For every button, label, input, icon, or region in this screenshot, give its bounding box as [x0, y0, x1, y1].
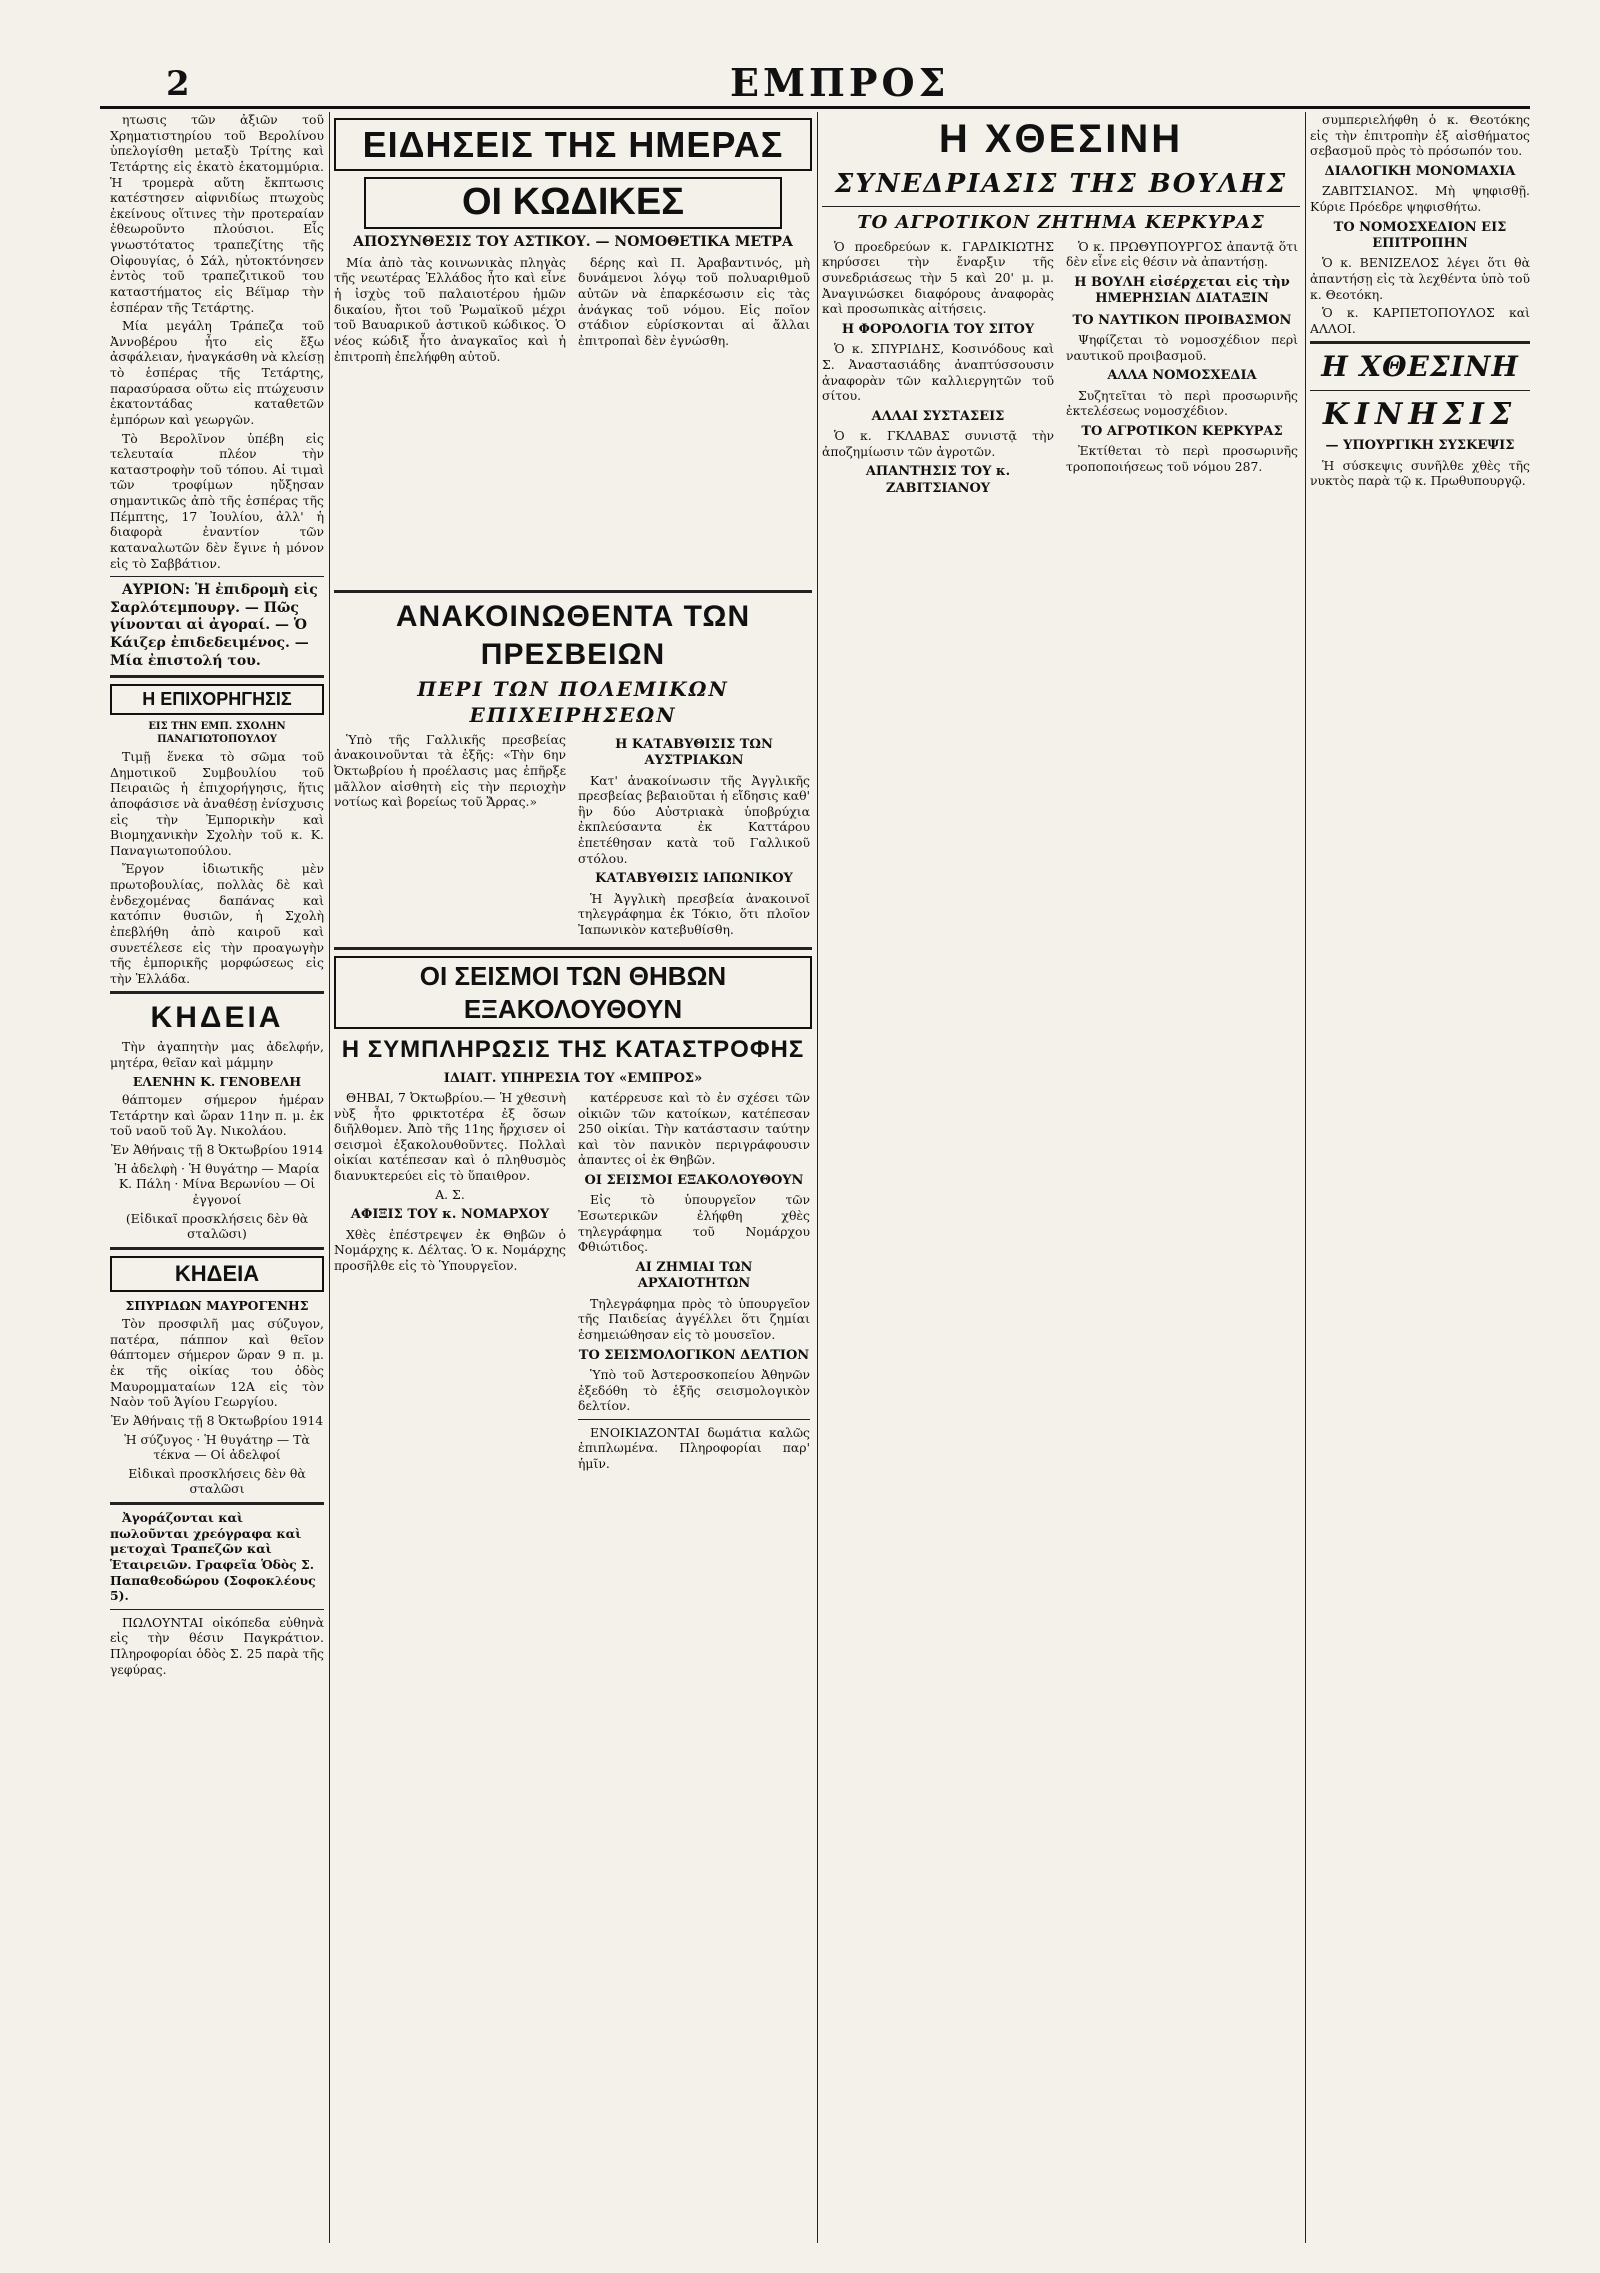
funeral-text: Τὸν προσφιλῆ μας σύζυγον, πατέρα, πάππον καὶ θεῖον θάπτομεν σήμερον ὥραν 9 π. μ. ἐκ τῆς οἰκίας του ὁδὸς Μαυρομματαίων 12Α εἰς τὸν Ναὸν τοῦ Ἁγίου Γεωργίου.	[110, 1316, 324, 1410]
subheading-agrotikon: ΤΟ ΑΓΡΟΤΙΚΟΝ ΖΗΤΗΜΑ ΚΕΡΚΥΡΑΣ	[857, 212, 1265, 234]
article-text: κατέρρευσε καὶ τὸ ἐν σχέσει τῶν οἰκιῶν τῶν κατοίκων, κατέπεσαν 250 οἰκίαι. Τὴν κατάστασιν ταύτην καὶ τὸν πανικὸν περιγράφουσιν ἀπαντες οἱ ἐκ Θηβῶν.	[578, 1089, 810, 1168]
divider	[1310, 341, 1530, 344]
presveion-article	[334, 732, 812, 942]
column-3	[822, 112, 1300, 2243]
article-column	[334, 255, 566, 585]
subheading: ΑΦΙΞΙΣ ΤΟΥ κ. ΝΟΜΑΡΧΟΥ	[350, 1207, 550, 1223]
article-text: Κατ' ἀνακοίνωσιν τῆς Ἀγγλικῆς πρεσβείας βεβαιοῦται ἡ εἴδησις καθ' ἣν δύο Αὐστριακὰ ὑποβρύχια ἐκπλεύσαντα ἐκ Καττάρου ἐπετέθησαν κατὰ τοῦ Γαλλικοῦ στόλου.	[578, 772, 810, 866]
subheading: ΔΙΑΛΟΓΙΚΗ ΜΟΝΟΜΑΧΙΑ	[1324, 163, 1516, 179]
article-column	[578, 732, 810, 942]
subheading: ΑΙ ΖΗΜΙΑΙ ΤΩΝ ΑΡΧΑΙΟΤΗΤΩΝ	[635, 1259, 753, 1292]
heading-presveion: ΑΝΑΚΟΙΝΩΘΕΝΤΑ ΤΩΝ ΠΡΕΣΒΕΙΩΝ	[395, 599, 751, 671]
article-text: δέρης καὶ Π. Ἀραβαντινός, μὴ δυνάμενοι λόγῳ τοῦ πολυαριθμοῦ αὐτῶν νὰ ἐπαρκέσωσιν εἰς τὰς ἀνάγκας τοῦ νόμου. Εἰς ποῖον στάδιον εὑρίσκονται αἱ ἄλλαι ἐπιτροπαὶ δὲν ἐγνώσθη.	[578, 254, 810, 348]
funeral-date: Ἐν Ἀθήναις τῇ 8 Ὀκτωβρίου 1914	[110, 1142, 324, 1158]
article-text: Τηλεγράφημα πρὸς τὸ ὑπουργεῖον τῆς Παιδείας ἀγγέλλει ὅτι ζημίαι ἐσημειώθησαν εἰς τὸ μουσεῖον.	[578, 1295, 810, 1342]
heading-chthesini: Η ΧΘΕΣΙΝΗ	[938, 117, 1184, 161]
article-text: Ὑπὸ τῆς Γαλλικῆς πρεσβείας ἀνακοινοῦνται τὰ ἑξῆς: «Τὴν 6ην Ὀκτωβρίου ἡ προέλασις μας ἐπῆρξε μᾶλλον αἰσθητὴ εἰς τὴν περιοχὴν νοτίως καὶ βορείως τοῦ Ἄρρας.»	[334, 731, 566, 810]
article-text: Ἡ Ἀγγλικὴ πρεσβεία ἀνακοινοῖ τηλεγράφημα ἐκ Τόκιο, ὅτι πλοῖον Ἰαπωνικὸν κατεβυθίσθη.	[578, 890, 810, 937]
subheading: Η ΦΟΡΟΛΟΓΙΑ ΤΟΥ ΣΙΤΟΥ	[841, 321, 1035, 337]
column-rule	[1305, 112, 1306, 2243]
article-text: συμπεριελήφθη ὁ κ. Θεοτόκης εἰς τὴν ἐπιτροπὴν ἐξ αἰσθήματος σεβασμοῦ πρὸς τὸ πρόσωπόν του.	[1310, 112, 1530, 159]
article-text: Μία μεγάλη Τράπεζα τοῦ Ἀννοβέρου ἦτο εἰς ἔξω ἀσφάλειαν, ἡναγκάσθη νὰ κλείσῃ τὸ ἑσπέρας τῆς Τετάρτης, παρασύρασα οὕτω εἰς πτώχευσιν ἑκατοντάδας καταθετῶν ἐμπόρων καὶ γεωργῶν.	[110, 318, 324, 427]
subheading: ΚΑΤΑΒΥΘΙΣΙΣ ΙΑΠΩΝΙΚΟΥ	[595, 871, 793, 887]
service-credit: ΙΔΙΑΙΤ. ΥΠΗΡΕΣΙΑ ΤΟΥ «ΕΜΠΡΟΣ»	[443, 1070, 703, 1086]
heading-kiniseis: ΚΙΝΗΣΙΣ	[1322, 396, 1518, 432]
article-text: Ὁ κ. ΒΕΝΙΖΕΛΟΣ λέγει ὅτι θὰ ἀπαντήσῃ εἰς τὰ λεχθέντα ὑπὸ τοῦ κ. Θεοτόκη.	[1310, 255, 1530, 302]
subheading: ΤΟ ΝΑΥΤΙΚΟΝ ΠΡΟΙΒΑΣΜΟΝ	[1072, 312, 1292, 328]
funeral-note: Εἰδικαὶ προσκλήσεις δὲν θὰ σταλῶσι	[128, 1465, 306, 1497]
column-2	[334, 112, 812, 2243]
article-text: Ἔργον ἰδιωτικῆς μὲν πρωτοβουλίας, πολλὰς δὲ καὶ ἐνδεχομένας δαπάνας καὶ κατόπιν θυσιῶν, ἡ Σχολὴ ἐπεβλήθη ἀπὸ καιροῦ καὶ συνετέλεσε εἰς τὴν προαγωγὴν τῆς ἐμπορικῆς μορφώσεως εἰς τὴν Ἑλλάδα.	[110, 861, 324, 986]
tomorrow-notice: ΑΥΡΙΟΝ: Ἡ ἐπιδρομὴ εἰς Σαρλότεμπουργ. — Πῶς γίνονται αἱ ἀγοραί. — Ὁ Κάιζερ ἐπιδεδειμένος. — Μία ἐπιστολή του.	[110, 582, 318, 669]
heading-eidiseis: ΕΙΔΗΣΕΙΣ ΤΗΣ ΗΜΕΡΑΣ	[334, 118, 812, 171]
funeral-note: (Εἰδικαῖ προσκλήσεις δὲν θὰ σταλῶσι)	[125, 1210, 309, 1242]
article-text: Τιμῇ ἕνεκα τὸ σῶμα τοῦ Δημοτικοῦ Συμβουλίου τοῦ Πειραιῶς ἡ ἐπιχορήγησις, ἥτις ἀποφάσισε νὰ ἀναθέσῃ ἐνίσχυσις εἰς τὴν Ἐμπορικὴν καὶ Βιομηχανικὴν Σχολὴν τοῦ κ. Κ. Παναγιωτοπούλου.	[110, 749, 324, 858]
heading-chthesini-2: Η ΧΘΕΣΙΝΗ	[1321, 350, 1519, 384]
heading-kodikes: ΟΙ ΚΩΔΙΚΕΣ	[364, 177, 782, 229]
divider	[110, 991, 324, 994]
deceased-name: ΣΠΥΡΙΔΩΝ ΜΑΥΡΟΓΕΝΗΣ	[125, 1297, 309, 1313]
article-column	[1066, 239, 1298, 2199]
divider	[110, 1502, 324, 1505]
subheading-seismoi: Η ΣΥΜΠΛΗΡΩΣΙΣ ΤΗΣ ΚΑΤΑΣΤΡΟΦΗΣ	[341, 1036, 805, 1064]
parliament-article	[822, 239, 1300, 2199]
subheading: ΤΟ ΝΟΜΟΣΧΕΔΙΟΝ ΕΙΣ ΕΠΙΤΡΟΠΗΝ	[1333, 219, 1507, 251]
divider	[578, 1419, 810, 1420]
article-signature: Α. Σ.	[435, 1186, 465, 1202]
family-list: Ἡ σύζυγος · Ἡ θυγάτηρ — Τὰ τέκνα — Οἱ ἀδελφοί	[124, 1431, 310, 1463]
article-text: Ἐκτίθεται τὸ περὶ προσωρινῆς τροποποιήσεως τοῦ νόμου 287.	[1066, 443, 1298, 475]
subheading: ΕΙΣ ΤΗΝ ΕΜΠ. ΣΧΟΛΗΝ ΠΑΝΑΓΙΩΤΟΠΟΥΛΟΥ	[148, 720, 286, 745]
article-column	[334, 732, 566, 942]
divider	[110, 1609, 324, 1610]
article-text: Ὑπὸ τοῦ Ἀστεροσκοπείου Ἀθηνῶν ἐξεδόθη τὸ ἑξῆς σεισμολογικὸν δελτίον.	[578, 1366, 810, 1414]
divider	[1310, 390, 1530, 391]
subheading-kodikes: ΑΠΟΣΥΝΘΕΣΙΣ ΤΟΥ ΑΣΤΙΚΟΥ. — ΝΟΜΟΘΕΤΙΚΑ ΜΕΤΡΑ	[353, 234, 793, 251]
article-text: ΖΑΒΙΤΣΙΑΝΟΣ. Μὴ ψηφισθῇ. Κύριε Πρόεδρε ψηφισθήτω.	[1310, 183, 1530, 214]
kodikes-article	[334, 255, 812, 585]
article-column	[578, 255, 810, 585]
divider	[110, 1247, 324, 1250]
article-text: Συζητεῖται τὸ περὶ προσωρινῆς ἐκτελέσεως νομοσχέδιον.	[1066, 387, 1298, 419]
column-4	[1310, 112, 1530, 2243]
column-1	[110, 112, 324, 2243]
column-rule	[329, 112, 330, 2243]
divider	[110, 675, 324, 678]
deceased-name: ΕΛΕΝΗΝ Κ. ΓΕΝΟΒΕΛΗ	[132, 1073, 302, 1089]
page-number: 2	[166, 64, 190, 104]
divider	[334, 590, 812, 593]
subheading-presveion: ΠΕΡΙ ΤΩΝ ΠΟΛΕΜΙΚΩΝ ΕΠΙΧΕΙΡΗΣΕΩΝ	[417, 677, 729, 727]
divider	[822, 206, 1300, 207]
article-text: Ὁ κ. ΣΠΥΡΙΔΗΣ, Κοσινόδους καὶ Σ. Ἀναστασιάδης ἀναπτύσσουσιν ἀναφορὰν τῶν καλλιεργητῶν τοῦ σίτου.	[822, 341, 1054, 404]
article-column	[578, 1090, 810, 2190]
subheading: — ΥΠΟΥΡΓΙΚΗ ΣΥΣΚΕΨΙΣ	[1325, 438, 1515, 454]
classified-ad: Ἀγοράζονται καὶ πωλοῦνται χρεόγραφα καὶ μετοχαὶ Τραπεζῶν καὶ Ἑταιρειῶν. Γραφεῖα Ὁδὸς Σ. Παπαθεοδώρου (Σοφοκλέους 5).	[110, 1510, 316, 1604]
heading-seismoi: ΟΙ ΣΕΙΣΜΟΙ ΤΩΝ ΘΗΒΩΝ ΕΞΑΚΟΛΟΥΘΟΥΝ	[334, 956, 812, 1030]
article-text: Μία ἀπὸ τὰς κοινωνικὰς πληγὰς τῆς νεωτέρας Ἑλλάδος ἦτο καὶ εἶνε ἡ ἰσχὺς τοῦ παλαιοτέρου ἡμῶν δικαίου, ἤτοι τοῦ Ῥωμαϊκοῦ μέχρι τοῦ Βαυαρικοῦ ἀστικοῦ κώδικος. Ὁ νέος κώδιξ ἦτο ἀναγκαῖος καὶ ἡ ἐπιτροπὴ ἐπελήφθη αὐτοῦ.	[334, 254, 566, 364]
subheading: ΑΠΑΝΤΗΣΙΣ ΤΟΥ κ. ΖΑΒΙΤΣΙΑΝΟΥ	[865, 464, 1011, 496]
heading-epichorigisis: Η ΕΠΙΧΟΡΗΓΗΣΙΣ	[110, 684, 324, 715]
article-text: Ψηφίζεται τὸ νομοσχέδιον περὶ ναυτικοῦ προιβασμοῦ.	[1066, 332, 1298, 363]
article-text: Τὸ Βερολῖνον ὑπέβη εἰς τελευταία πλέον τὴν καταστροφὴν τοῦ τόπου. Αἱ τιμαὶ τῶν τροφίμων ηὔξησαν σημαντικῶς ἀπὸ τῆς ἑσπέρας τῆς Πέμπτης, 17 Ἰουλίου, ἀλλ' ἡ διαφορὰ ἐναντίον τῶν καταναλωτῶν δὲν ἔγινε ἡ μόνον εἰς τὸ Σαββάτιον.	[110, 430, 324, 571]
article-text: Ὁ κ. ΠΡΩΘΥΠΟΥΡΓΟΣ ἀπαντᾷ ὅτι δὲν εἶνε εἰς θέσιν νὰ ἀπαντήσῃ.	[1066, 238, 1298, 270]
article-text: Ὁ προεδρεύων κ. ΓΑΡΔΙΚΙΩΤΗΣ κηρύσσει τὴν ἔναρξιν τῆς συνεδριάσεως τὴν 5 καὶ 20' μ. μ. Ἀναγινώσκει διαφόρους ἀναφορὰς καὶ προσωπικὰς αἰτήσεις.	[822, 238, 1054, 317]
article-text: Ἡ σύσκεψις συνῆλθε χθὲς τῆς νυκτὸς παρὰ τῷ κ. Πρωθυπουργῷ.	[1310, 457, 1530, 489]
family-list: Ἡ ἀδελφὴ · Ἡ θυγάτηρ — Μαρία Κ. Πάλη · Μίνα Βερωνίου — Οἱ ἐγγονοί	[114, 1160, 320, 1207]
article-text: Ὁ κ. ΓΚΛΑΒΑΣ συνιστᾷ τὴν ἀποζημίωσιν τῶν ἀγροτῶν.	[822, 428, 1054, 459]
subheading: Η ΒΟΥΛΗ εἰσέρχεται εἰς τὴν ΗΜΕΡΗΣΙΑΝ ΔΙΑΤΑΞΙΝ	[1074, 275, 1290, 307]
seismoi-article	[334, 1090, 812, 2190]
subheading: ΤΟ ΣΕΙΣΜΟΛΟΓΙΚΟΝ ΔΕΛΤΙΟΝ	[578, 1347, 810, 1363]
column-rule	[817, 112, 818, 2243]
funeral-text: Τὴν ἀγαπητὴν μας ἀδελφήν, μητέρα, θεῖαν καὶ μάμμην	[110, 1039, 324, 1070]
subheading-synedriasis: ΣΥΝΕΔΡΙΑΣΙΣ ΤΗΣ ΒΟΥΛΗΣ	[834, 169, 1288, 200]
article-text: ΘΗΒΑΙ, 7 Ὀκτωβρίου.— Ἡ χθεσινὴ νὺξ ἦτο φρικτοτέρα ἐξ ὅσων διῆλθομεν. Ἀπὸ τῆς 11ης ἤρχισεν οἱ σεισμοὶ ἐξακολουθοῦντες. Πολλαὶ οἰκίαι κατέπεσαν καὶ ὁ πληθυσμὸς διανυκτερεύει εἰς τὸ ὕπαιθρον.	[334, 1089, 566, 1184]
subheading: ΑΛΛΑΙ ΣΥΣΤΑΣΕΙΣ	[871, 408, 1005, 424]
funeral-date: Ἐν Ἀθήναις τῇ 8 Ὀκτωβρίου 1914	[110, 1412, 324, 1428]
article-column	[822, 239, 1054, 2199]
article-text: Ὁ κ. ΚΑΡΠΕΤΟΠΟΥΛΟΣ καὶ ΑΛΛΟΙ.	[1310, 305, 1530, 336]
subheading: ΤΟ ΑΓΡΟΤΙΚΟΝ ΚΕΡΚΥΡΑΣ	[1081, 424, 1283, 440]
divider	[110, 576, 324, 577]
funeral-text: θάπτομεν σήμερον ἡμέραν Τετάρτην καὶ ὥραν 11ην π. μ. ἐκ τοῦ ναοῦ τοῦ Ἁγ. Νικολάου.	[110, 1092, 324, 1139]
heading-kideia-2: ΚΗΔΕΙΑ	[110, 1256, 324, 1292]
article-text: Εἰς τὸ ὑπουργεῖον τῶν Ἐσωτερικῶν ἐλήφθη χθὲς τηλεγράφημα τοῦ Νομάρχου Φθιώτιδος.	[578, 1192, 810, 1255]
classified-ad: ΠΩΛΟΥΝΤΑΙ οἰκόπεδα εὐθηνὰ εἰς τὴν θέσιν Παγκράτιον. Πληροφορίαι ὁδὸς Σ. 25 παρὰ τῆς γεφύρας.	[110, 1614, 324, 1677]
newspaper-name: ΕΜΠΡΟΣ	[730, 60, 950, 105]
article-column	[334, 1090, 566, 2190]
classified-ad: ΕΝΟΙΚΙΑΖΟΝΤΑΙ δωμάτια καλῶς ἐπιπλωμένα. Πληροφορίαι παρ' ἡμῖν.	[578, 1424, 810, 1472]
masthead-rule	[100, 106, 1530, 109]
article-text: Χθὲς ἐπέστρεψεν ἐκ Θηβῶν ὁ Νομάρχης κ. Δέλτας. Ὁ κ. Νομάρχης προσῆλθε εἰς τὸ Ὑπουργεῖον.	[334, 1226, 566, 1273]
article-text: ητωσις τῶν ἀξιῶν τοῦ Χρηματιστηρίου τοῦ Βερολίνου ὑπελογίσθη μεταξὺ Τρίτης καὶ Τετάρτης εἰς ἑκατὸ ἑκατομμύρια. Ἡ τρομερὰ αὕτη ἔκπτωσις κατέστησεν αἰφνιδίως πτωχοὺς ἐκείνους οἵτινες τὴν προτεραίαν ἐθεωροῦντο πλούσιοι. Εἷς γνωστότατος τραπεζίτης τῆς Οἰφουγίας, ὁ Σάλ, ηὐτοκτόνησεν ἐντὸς τοῦ τραπεζιτικοῦ του καταστήματος εἰς Βέϊμαρ τὴν ἑσπέραν τῆς Τετάρτης.	[110, 112, 324, 315]
subheading: ΑΛΛΑ ΝΟΜΟΣΧΕΔΙΑ	[1107, 368, 1257, 384]
subheading: Η ΚΑΤΑΒΥΘΙΣΙΣ ΤΩΝ ΑΥΣΤΡΙΑΚΩΝ	[615, 736, 773, 769]
divider	[334, 947, 812, 950]
subheading: ΟΙ ΣΕΙΣΜΟΙ ΕΞΑΚΟΛΟΥΘΟΥΝ	[584, 1173, 804, 1189]
heading-kideia-1: ΚΗΔΕΙΑ	[150, 1001, 284, 1035]
